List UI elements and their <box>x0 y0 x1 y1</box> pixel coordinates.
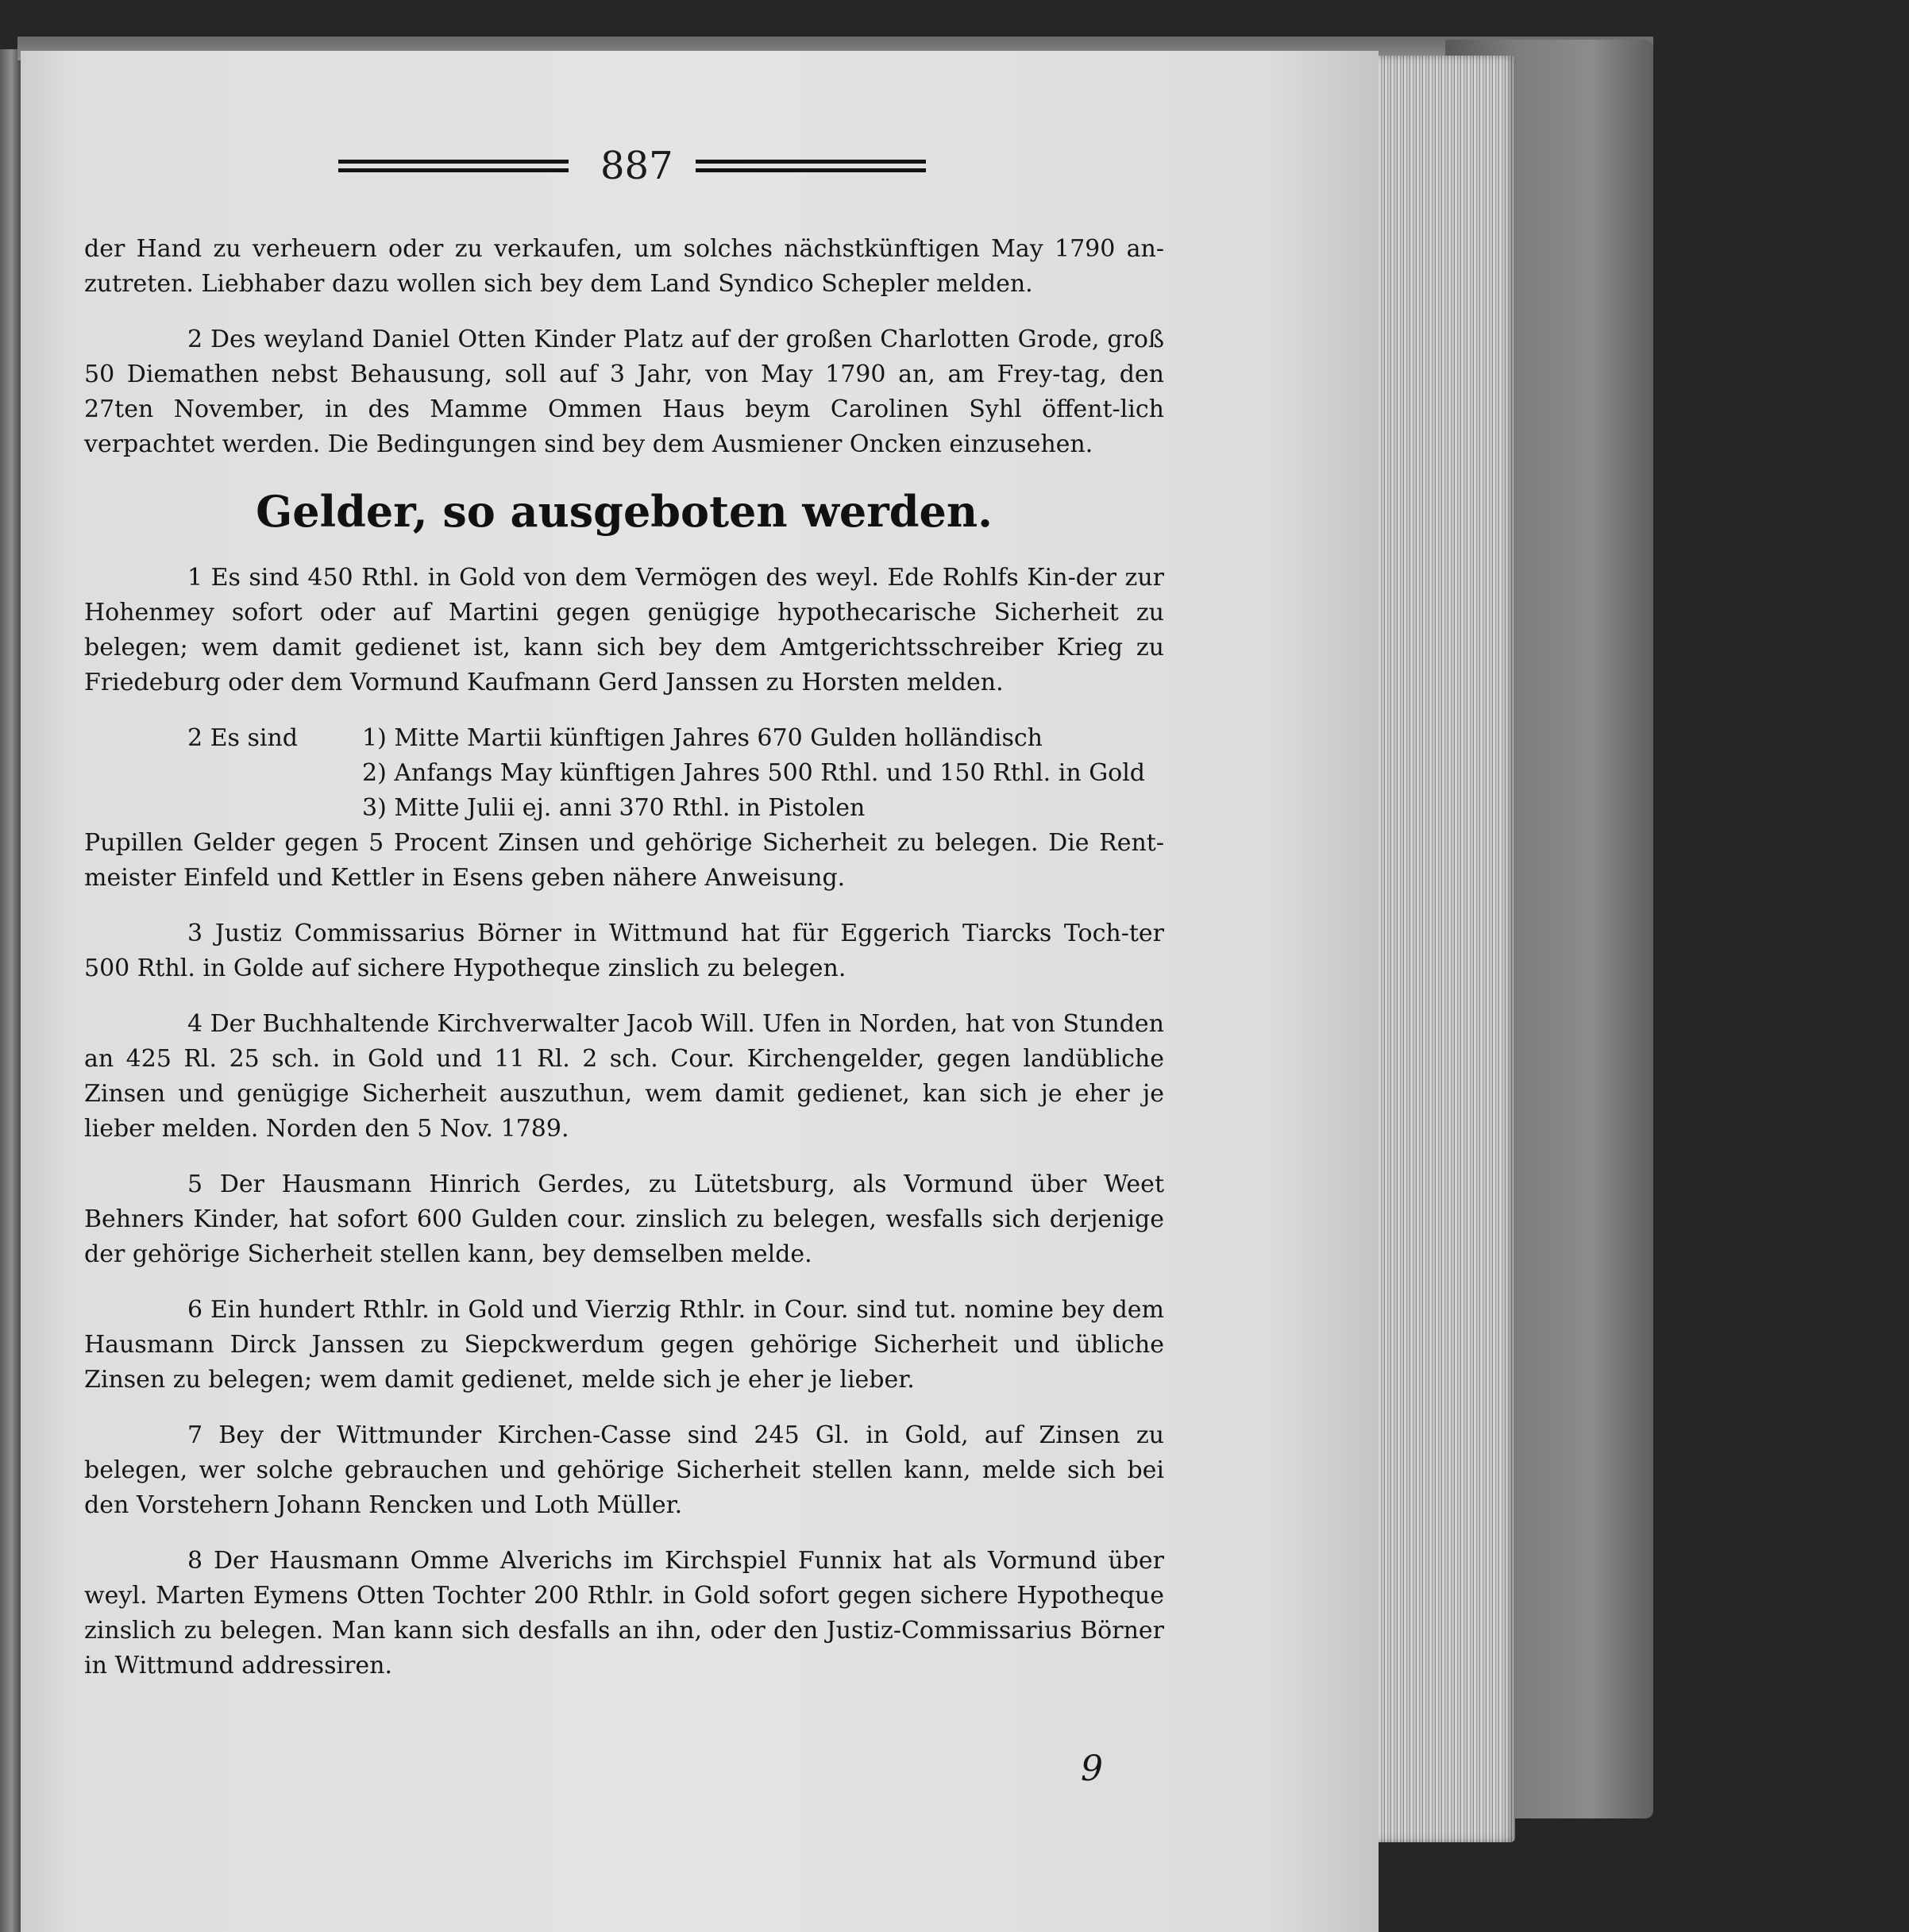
page-stack-edges <box>1372 56 1515 1842</box>
left-page-edge <box>0 49 21 1932</box>
page-header <box>338 142 926 190</box>
enum-lead-spacer <box>84 756 362 791</box>
enum-line <box>84 791 1164 826</box>
money-item-6: 6 Ein hundert Rthlr. in Gold und Vierzig Rthlr. in Cour. sind tut. nomine bey dem Hausmann Dirck Janssen zu Siepckwerdum gegen gehörige Sicherheit und übliche Zinsen zu belegen; wem damit gedienet, melde sich je eher je lieber. <box>84 1296 1164 1394</box>
enum-lead: 2 Es sind <box>187 724 298 752</box>
enum-lead-spacer <box>84 791 362 826</box>
money-item-7: 7 Bey der Wittmunder Kirchen-Casse sind 245 Gl. in Gold, auf Zinsen zu belegen, wer solche gebrauchen und gehörige Sicherheit stellen kann, melde sich bei den Vorstehern Johann Rencken und Loth Müller. <box>84 1421 1164 1519</box>
header-rule-left <box>338 160 569 172</box>
enum-line <box>84 721 1164 756</box>
header-rule-right <box>696 160 926 172</box>
money-item-1: 1 Es sind 450 Rthl. in Gold von dem Vermögen des weyl. Ede Rohlfs Kin-der zur Hohenmey sofort oder auf Martini gegen genügige hypothecarische Sicherheit zu belegen; wem damit gedienet ist, kann sich bey dem Amtgerichtsschreiber Krieg zu Friedeburg oder dem Vormund Kaufmann Gerd Janssen zu Horsten melden. <box>84 564 1164 696</box>
enum-line-3: 3) Mitte Julii ej. anni 370 Rthl. in Pistolen <box>362 794 866 822</box>
money-item-8: 8 Der Hausmann Omme Alverichs im Kirchspiel Funnix hat als Vormund über weyl. Marten Eymens Otten Tochter 200 Rthlr. in Gold sofort gegen sichere Hypotheque zinslich zu belegen. Man kann sich desfalls an ihn, oder den Justiz-Commissarius Börner in Wittmund addressiren. <box>84 1547 1164 1679</box>
money-item-3: 3 Justiz Commissarius Börner in Wittmund hat für Eggerich Tiarcks Toch-ter 500 Rthl. in Golde auf sichere Hypotheque zinslich zu belegen. <box>84 920 1164 982</box>
money-item-5: 5 Der Hausmann Hinrich Gerdes, zu Lütetsburg, als Vormund über Weet Behners Kinder, hat sofort 600 Gulden cour. zinslich zu belegen, wesfalls sich derjenige der gehörige Sicherheit stellen kann, bey demselben melde. <box>84 1170 1164 1268</box>
enum-line-1: 1) Mitte Martii künftigen Jahres 670 Gulden holländisch <box>362 724 1043 752</box>
paragraph-item-2-lease: 2 Des weyland Daniel Otten Kinder Platz auf der großen Charlotten Grode, groß 50 Diemathen nebst Behausung, soll auf 3 Jahr, von May 1790 an, am Frey-tag, den 27ten November, in des Mamme Ommen Haus beym Carolinen Syhl öffent-lich verpachtet werden. Die Bedingungen sind bey dem Ausmiener Oncken einzusehen. <box>84 326 1164 458</box>
paragraph-continued: der Hand zu verheuern oder zu verkaufen, um solches nächstkünftigen May 1790 an-zutreten. Liebhaber dazu wollen sich bey dem Land Syndico Schepler melden. <box>84 235 1164 298</box>
money-item-2 <box>84 721 1164 896</box>
page-text <box>84 232 1164 1704</box>
money-item-4: 4 Der Buchhaltende Kirchverwalter Jacob Will. Ufen in Norden, hat von Stunden an 425 Rl. 25 sch. in Gold und 11 Rl. 2 sch. Cour. Kirchengelder, gegen landübliche Zinsen und genügige Sicherheit auszuthun, wem damit gedienet, kan sich je eher je lieber melden. Norden den 5 Nov. 1789. <box>84 1010 1164 1143</box>
book-page <box>21 51 1379 1932</box>
page-number: 887 <box>600 144 673 188</box>
enum-line <box>84 756 1164 791</box>
money-item-2-tail: Pupillen Gelder gegen 5 Procent Zinsen und gehörige Sicherheit zu belegen. Die Rent-meister Einfeld und Kettler in Esens geben nähere Anweisung. <box>84 829 1164 892</box>
catchword: 9 <box>1081 1749 1103 1789</box>
section-heading: Gelder, so ausgeboten werden. <box>256 486 993 537</box>
enum-line-2: 2) Anfangs May künftigen Jahres 500 Rthl. und 150 Rthl. in Gold <box>362 759 1146 787</box>
